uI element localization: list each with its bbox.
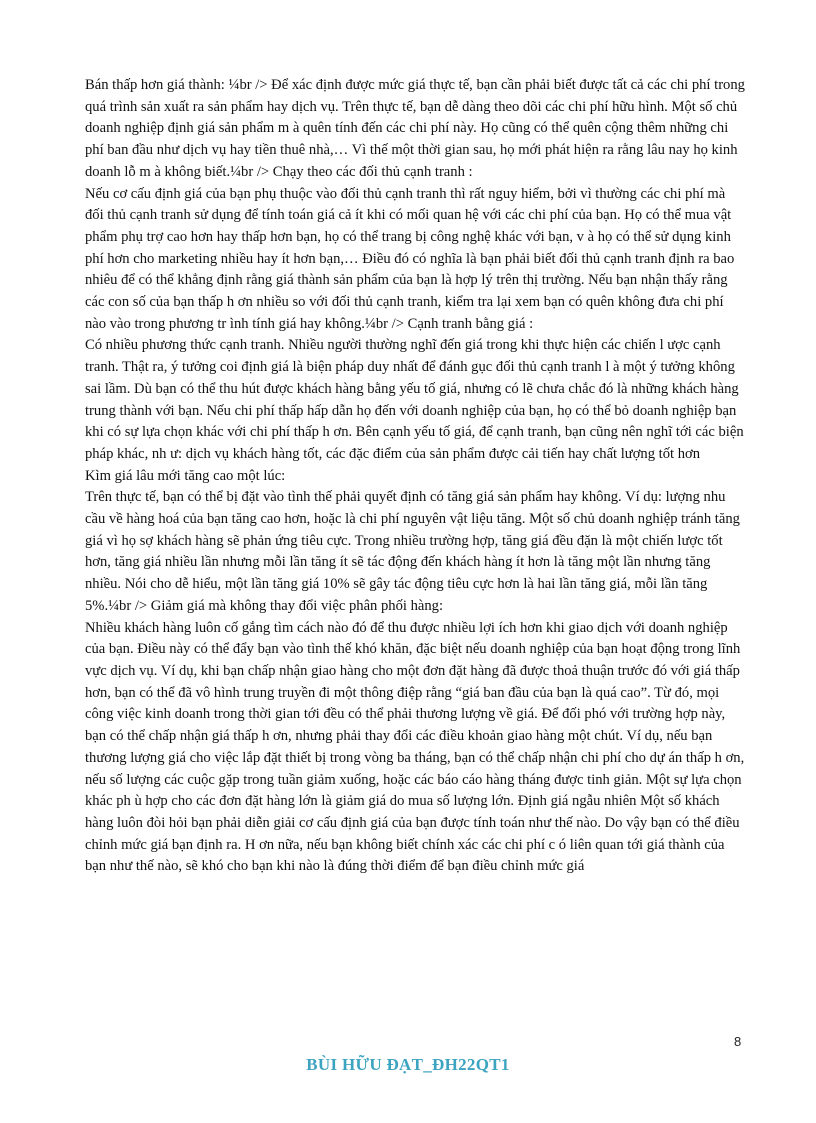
footer-author: BÙI HỮU ĐẠT_ĐH22QT1 bbox=[306, 1055, 510, 1074]
page-number: 8 bbox=[734, 1034, 742, 1049]
document-body-text: Bán thấp hơn giá thành: ¼br /> Để xác định được mức giá thực tế, bạn cần phải biết được tất cả các chi phí trong quá trình sản xuất ra sản phẩm hay dịch vụ. Trên thực tế, bạn dễ dàng theo dõi các chi phí hữu hình. Một số chủ doanh nghiệp định giá sản phẩm m à quên tính đến các chi phí này. Họ cũng có thể quên cộng thêm những chi phí ban đầu như dịch vụ hay tiền thuê nhà,… Vì thế một thời gian sau, họ mới phát hiện ra rằng lâu nay họ kinh doanh lỗ m à không biết.¼br /> Chạy theo các đối thủ cạnh tranh : Nếu cơ cấu định giá của bạn phụ thuộc vào đối thủ cạnh tranh thì rất nguy hiểm, bởi vì thường các chi phí mà đối thủ cạnh tranh sử dụng để tính toán giá cả ít khi có mối quan hệ với các chi phí của bạn. Họ có thể mua vật phẩm phụ trợ cao hơn hay thấp hơn bạn, họ có thể trang bị công nghệ khác với bạn, v à họ có thể sử dụng kinh phí hơn cho marketing nhiều hay ít hơn bạn,… Điều đó có nghĩa là bạn phải biết đối thủ cạnh tranh định ra bao nhiêu để có thể khẳng định rằng giá thành sản phẩm của bạn là hợp lý trên thị trường. Nếu bạn nhận thấy rằng các con số của bạn thấp h ơn nhiều so với đối thủ cạnh tranh, kiểm tra lại xem bạn có quên không đưa chi phí nào vào trong phương tr ình tính giá hay không.¼br /> Cạnh tranh bằng giá : Có nhiều phương thức cạnh tranh. Nhiều người thường nghĩ đến giá trong khi thực hiện các chiến l ược cạnh tranh. Thật ra, ý tưởng coi định giá là biện pháp duy nhất để đánh gục đối thủ cạnh tranh l à một ý tưởng không sai lầm. Dù bạn có thể thu hút được khách hàng bằng yếu tố giá, nhưng có lẽ chưa chắc đó là những khách hàng trung thành với bạn. Nếu chi phí thấp hấp dẫn họ đến với doanh nghiệp của bạn, họ có thể bỏ doanh nghiệp bạn khi có sự lựa chọn khác với chi phí thấp h ơn. Bên cạnh yếu tố giá, để cạnh tranh, bạn cũng nên nghĩ tới các biện pháp khác, nh ư: dịch vụ khách hàng tốt, các đặc điểm của sản phẩm được cải tiến hay chất lượng tốt hơn Kìm giá lâu mới tăng cao một lúc: Trên thực tế, bạn có thể bị đặt vào tình thế phải quyết định có tăng giá sản phẩm hay không. Ví dụ: lượng nhu cầu về hàng hoá của bạn tăng cao hơn, hoặc là chi phí nguyên vật liệu tăng. Một số chủ doanh nghiệp tránh tăng giá vì họ sợ khách hàng sẽ phản ứng tiêu cực. Trong nhiều trường hợp, tăng giá đều đặn là một chiến lược tốt hơn, tăng giá nhiều lần nhưng mỗi lần tăng ít sẽ tác động đến khách hàng ít hơn là tăng một lần nhưng tăng nhiều. Nói cho dễ hiểu, một lần tăng giá 10% sẽ gây tác động tiêu cực hơn là hai lần tăng giá, mỗi lần tăng 5%.¼br /> Giảm giá mà không thay đổi việc phân phối hàng: Nhiều khách hàng luôn cố gắng tìm cách nào đó để thu được nhiều lợi ích hơn khi giao dịch với doanh nghiệp của bạn. Điều này có thể đẩy bạn vào tình thế khó khăn, đặc biệt nếu doanh nghiệp của bạn hoạt động trong lĩnh vực dịch vụ. Ví dụ, khi bạn chấp nhận giao hàng cho một đơn đặt hàng đã được thoả thuận trước đó với giá thấp hơn, bạn có thể đã vô hình trung truyền đi một thông điệp rằng “giá ban đầu của bạn là quá cao”. Từ đó, mọi công việc kinh doanh trong thời gian tới đều có thể phải thương lượng về giá. Để đối phó với trường hợp này, bạn có thể chấp nhận giá thấp h ơn, nhưng phải thay đổi các điều khoản giao hàng một chút. Ví dụ, nếu bạn thương lượng giá cho việc lắp đặt thiết bị trong vòng ba tháng, bạn có thể chấp nhận chi phí cho dự án thấp h ơn, nếu số lượng các cuộc gặp trong tuần giảm xuống, hoặc các báo cáo hàng tháng được tinh giản. Một sự lựa chọn khác ph ù hợp cho các đơn đặt hàng lớn là giảm giá do mua số lượng lớn. Định giá ngẫu nhiên Một số khách hàng luôn đòi hỏi bạn phải diễn giải cơ cấu định giá của bạn được tính toán như thế nào. Do vậy bạn có thể điều chỉnh mức giá bạn định ra. H ơn nữa, nếu bạn không biết chính xác các chi phí c ó liên quan tới giá thành của bạn như thế nào, sẽ khó cho bạn khi nào là đúng thời điểm để bạn điều chỉnh mức giá bbox=[85, 77, 745, 875]
